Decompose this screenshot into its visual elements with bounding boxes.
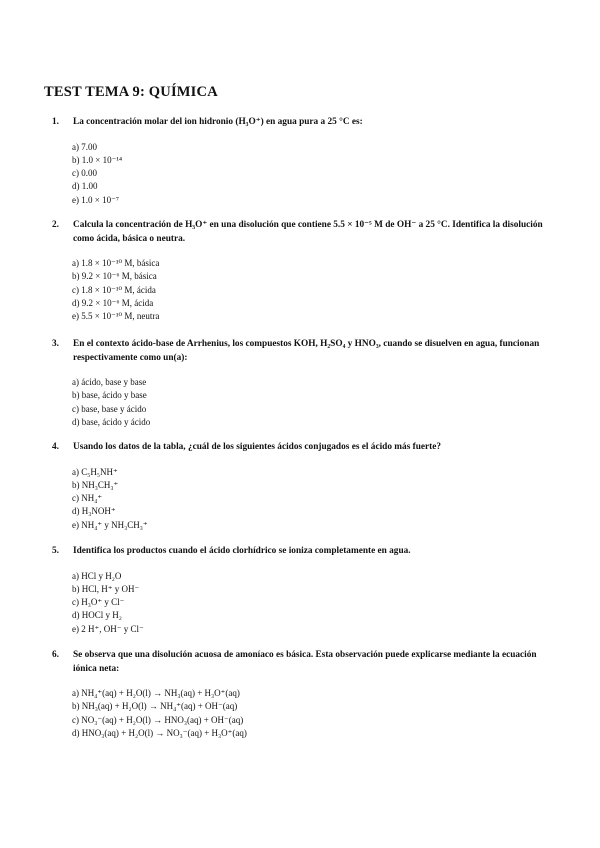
option-a: a) 7.00 bbox=[72, 141, 97, 152]
option-b: b) 1.0 × 10⁻¹⁴ bbox=[72, 154, 123, 165]
option-e: e) 1.0 × 10⁻⁷ bbox=[72, 194, 119, 205]
option-d: d) 9.2 × 10⁻⁶ M, ácida bbox=[72, 297, 154, 308]
question-text: Identifica los productos cuando el ácido clorhídrico se ioniza completamente en agua. bbox=[73, 546, 411, 556]
option-b: b) NH₃(aq) + H₂O(l) → NH₄⁺(aq) + OH⁻(aq) bbox=[72, 701, 238, 712]
options-list bbox=[72, 570, 552, 636]
option-d: d) HNO₃(aq) + H₂O(l) → NO₃⁻(aq) + H₃O⁺(aq) bbox=[72, 727, 247, 738]
option-e: e) 5.5 × 10⁻¹⁰ M, neutra bbox=[72, 311, 160, 322]
options-list bbox=[72, 687, 552, 740]
question-text: Calcula la concentración de H₃O⁺ en una disolución que contiene 5.5 × 10⁻⁵ M de OH⁻ a 25 °C. Identifica la disolución como ácida, básica o neutra. bbox=[73, 220, 543, 244]
question-text: En el contexto ácido-base de Arrhenius, los compuestos KOH, H₂SO₄ y HNO₃, cuando se disuelven en agua, funcionan respectivamente como un(a): bbox=[73, 339, 540, 363]
question-6 bbox=[52, 649, 552, 740]
options-list bbox=[72, 376, 552, 429]
question-number: 6. bbox=[52, 650, 59, 660]
option-b: b) HCl, H⁺ y OH⁻ bbox=[72, 583, 140, 594]
question-number: 4. bbox=[52, 442, 59, 452]
question-4 bbox=[52, 441, 552, 532]
option-a: a) 1.8 × 10⁻¹⁰ M, básica bbox=[72, 258, 160, 268]
question-number: 3. bbox=[52, 339, 59, 349]
question-number: 1. bbox=[52, 117, 59, 127]
option-d: d) H₃NOH⁺ bbox=[72, 506, 116, 517]
page-title: TEST TEMA 9: QUÍMICA bbox=[44, 84, 218, 100]
option-b: b) base, ácido y base bbox=[72, 390, 147, 401]
question-number: 5. bbox=[52, 546, 59, 556]
option-c: c) NO₃⁻(aq) + H₂O(l) → HNO₃(aq) + OH⁻(aq) bbox=[72, 714, 244, 725]
question-number: 2. bbox=[52, 220, 59, 230]
option-a: a) ácido, base y base bbox=[72, 377, 147, 387]
question-text: Se observa que una disolución acuosa de amoníaco es básica. Esta observación puede explicarse mediante la ecuación iónica neta: bbox=[73, 650, 537, 674]
question-1 bbox=[52, 116, 552, 207]
option-a: a) HCl y H₂O bbox=[72, 570, 122, 581]
option-c: c) 1.8 × 10⁻¹⁰ M, ácida bbox=[72, 284, 156, 295]
question-2 bbox=[52, 219, 552, 323]
options-list bbox=[72, 257, 552, 323]
option-c: c) NH₄⁺ bbox=[72, 493, 103, 504]
options-list bbox=[72, 466, 552, 532]
question-text: Usando los datos de la tabla, ¿cuál de los siguientes ácidos conjugados es el ácido más fuerte? bbox=[73, 442, 442, 452]
question-text: La concentración molar del ion hidronio (H₃O⁺) en agua pura a 25 °C es: bbox=[73, 117, 363, 127]
option-d: d) 1.00 bbox=[72, 181, 98, 192]
option-c: c) 0.00 bbox=[72, 168, 97, 179]
option-e: e) 2 H⁺, OH⁻ y Cl⁻ bbox=[72, 623, 144, 634]
option-c: c) H₃O⁺ y Cl⁻ bbox=[72, 597, 125, 608]
option-c: c) base, base y ácido bbox=[72, 403, 147, 414]
question-5 bbox=[52, 545, 552, 636]
option-e: e) NH₄⁺ y NH₃CH₃⁺ bbox=[72, 519, 148, 530]
question-3 bbox=[52, 338, 552, 429]
option-d: d) HOCl y H₂ bbox=[72, 610, 122, 621]
options-list bbox=[72, 141, 552, 207]
option-d: d) base, ácido y ácido bbox=[72, 416, 151, 427]
option-a: a) C₅H₅NH⁺ bbox=[72, 466, 118, 477]
option-a: a) NH₄⁺(aq) + H₂O(l) → NH₃(aq) + H₃O⁺(aq) bbox=[72, 688, 240, 698]
option-b: b) 9.2 × 10⁻⁶ M, básica bbox=[72, 271, 157, 282]
option-b: b) NH₃CH₃⁺ bbox=[72, 479, 119, 490]
